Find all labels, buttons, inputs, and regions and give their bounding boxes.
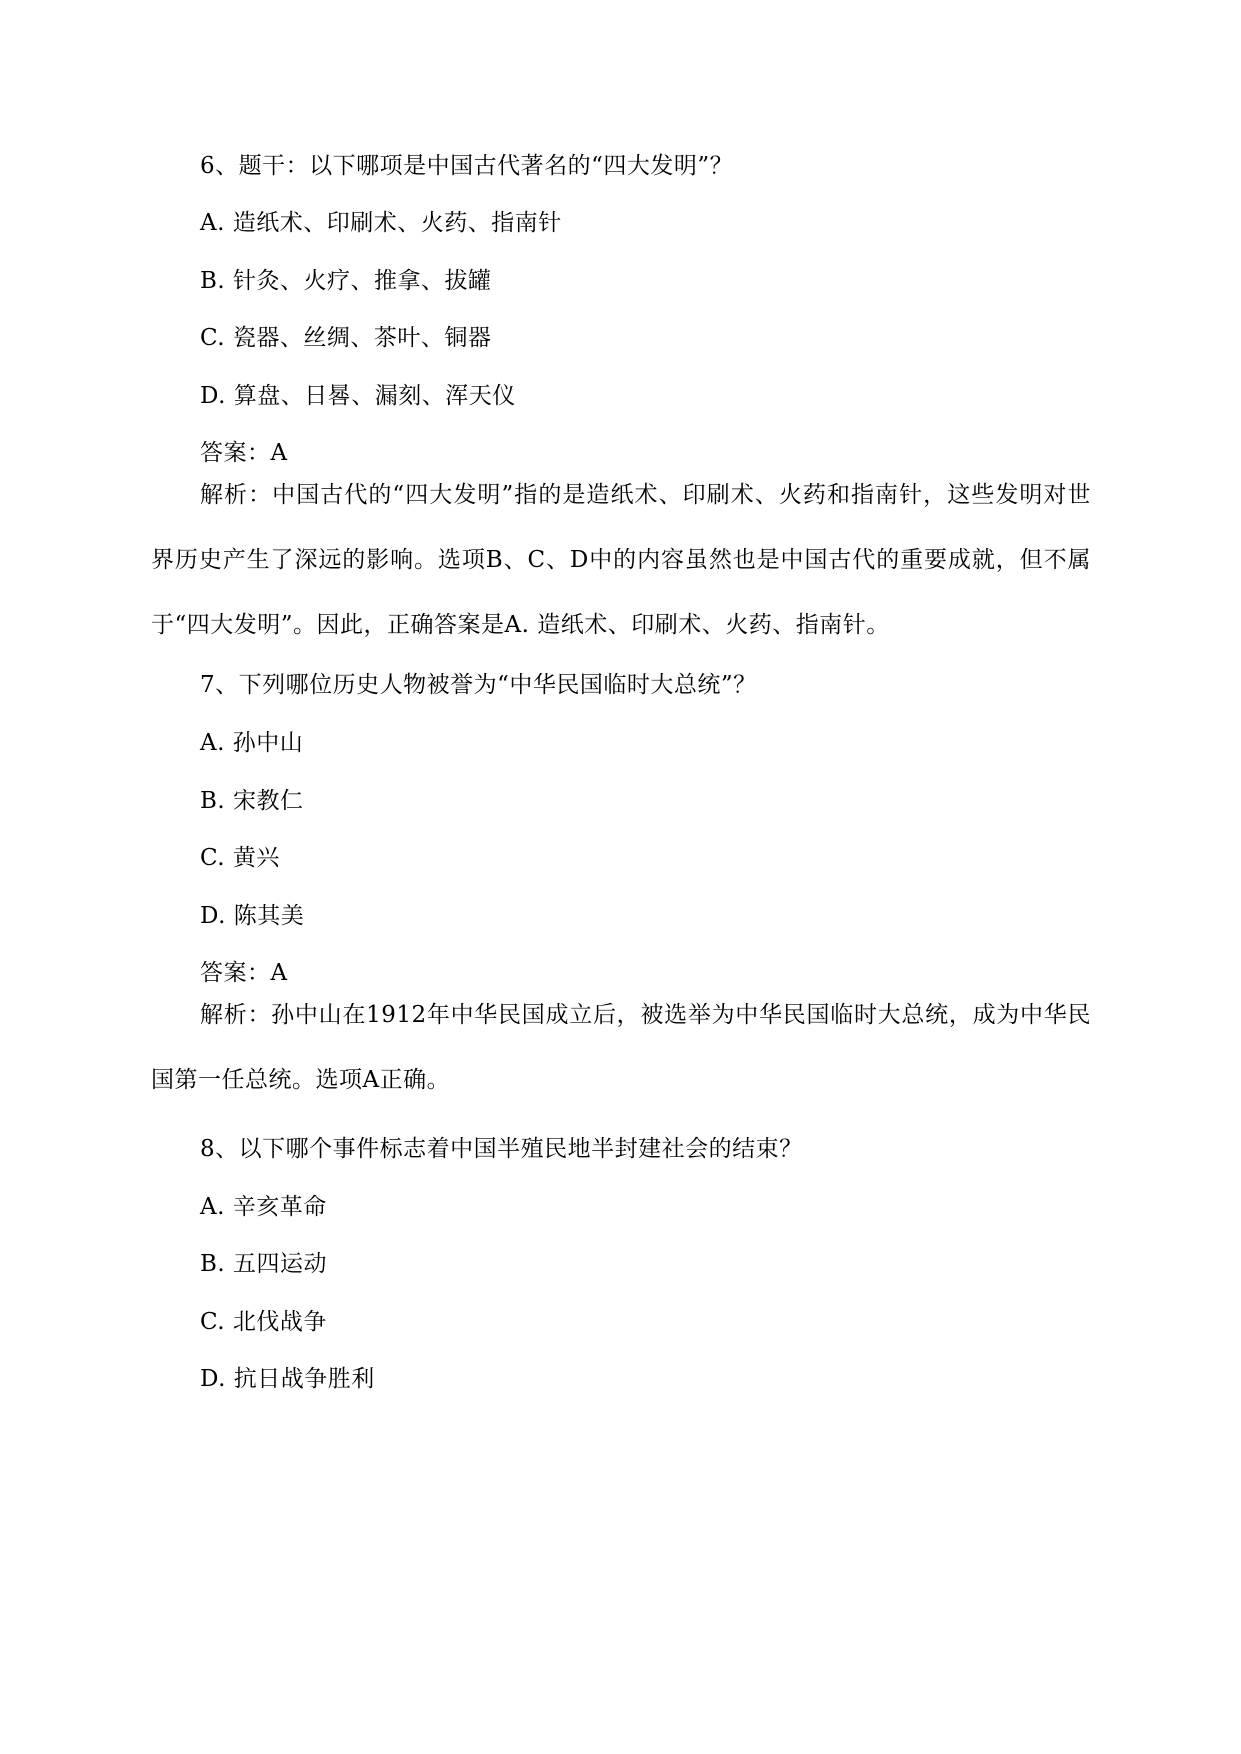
question-7-option-b: B. 宋教仁 [200,788,304,814]
question-6-stem: 6、题干：以下哪项是中国古代著名的“四大发明”？ [200,153,734,179]
question-7-explanation: 解析：孙中山在1912年中华民国成立后，被选举为中华民国临时大总统，成为中华民国第一任总统。选项A正确。 [151,1002,1091,1093]
question-7-option-c: C. 黄兴 [200,845,280,871]
question-6-option-d: D. 算盘、日晷、漏刻、浑天仪 [200,383,516,409]
question-7-stem: 7、下列哪位历史人物被誉为“中华民国临时大总统”？ [200,672,757,698]
question-8-option-c: C. 北伐战争 [200,1309,327,1335]
question-7-answer: 答案：A [200,960,288,986]
question-6-explanation: 解析：中国古代的“四大发明”指的是造纸术、印刷术、火药和指南针，这些发明对世界历史产生了深远的影响。选项B、C、D中的内容虽然也是中国古代的重要成就，但不属于“四大发明”。因此，正确答案是A. 造纸术、印刷术、火药、指南针。 [151,482,1091,638]
question-8-option-b: B. 五四运动 [200,1251,328,1277]
question-6-option-c: C. 瓷器、丝绸、茶叶、铜器 [200,325,492,351]
question-6-option-b: B. 针灸、火疗、推拿、拔罐 [200,268,492,294]
question-8-option-a: A. 辛亥革命 [200,1194,327,1220]
question-8-stem: 8、以下哪个事件标志着中国半殖民地半封建社会的结束？ [200,1136,803,1162]
question-6-option-a: A. 造纸术、印刷术、火药、指南针 [200,210,562,236]
question-6-answer: 答案：A [200,440,288,466]
question-7-option-d: D. 陈其美 [200,903,305,929]
question-7-option-a: A. 孙中山 [200,730,304,756]
question-8-option-d: D. 抗日战争胜利 [200,1366,375,1392]
